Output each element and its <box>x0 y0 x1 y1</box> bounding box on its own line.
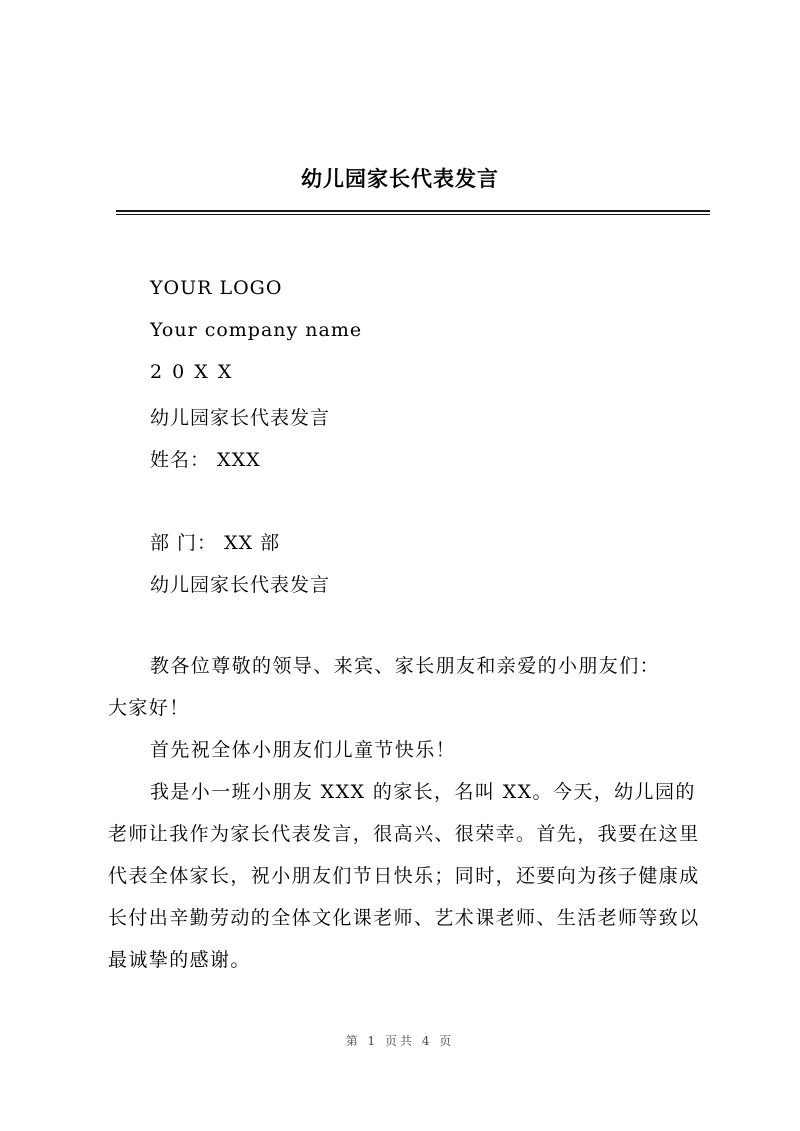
title-divider <box>116 210 710 212</box>
logo-placeholder: YOUR LOGO <box>150 277 283 299</box>
department-line: 部 门： XX 部 <box>150 532 281 554</box>
speech-body <box>108 645 710 981</box>
company-name: Your company name <box>150 319 363 341</box>
intro-paragraph: 我是小一班小朋友 XXX 的家长，名叫 XX。今天，幼儿园的老师让我作为家长代表发言，很高兴、很荣幸。首先，我要在这里代表全体家长，祝小朋友们节日快乐；同时，还要向为孩子健康成长付出辛勤劳动的全体文化课老师、艺术课老师、生活老师等致以最诚挚的感谢。 <box>108 781 700 971</box>
hello-paragraph: 大家好！ <box>108 697 190 719</box>
year-line: 2 0 X X <box>150 361 234 383</box>
page-footer: 第 1 页共 4 页 <box>345 1034 455 1048</box>
wish-paragraph: 首先祝全体小朋友们儿童节快乐！ <box>150 739 457 761</box>
title-divider-thin <box>116 214 710 215</box>
greeting-paragraph: 教各位尊敬的领导、来宾、家长朋友和亲爱的小朋友们： <box>150 655 661 677</box>
document-title: 幼儿园家长代表发言 <box>301 167 499 191</box>
cover-subtitle: 幼儿园家长代表发言 <box>150 407 331 429</box>
name-line: 姓名： XXX <box>150 449 261 471</box>
cover-subtitle-repeat: 幼儿园家长代表发言 <box>150 574 331 596</box>
